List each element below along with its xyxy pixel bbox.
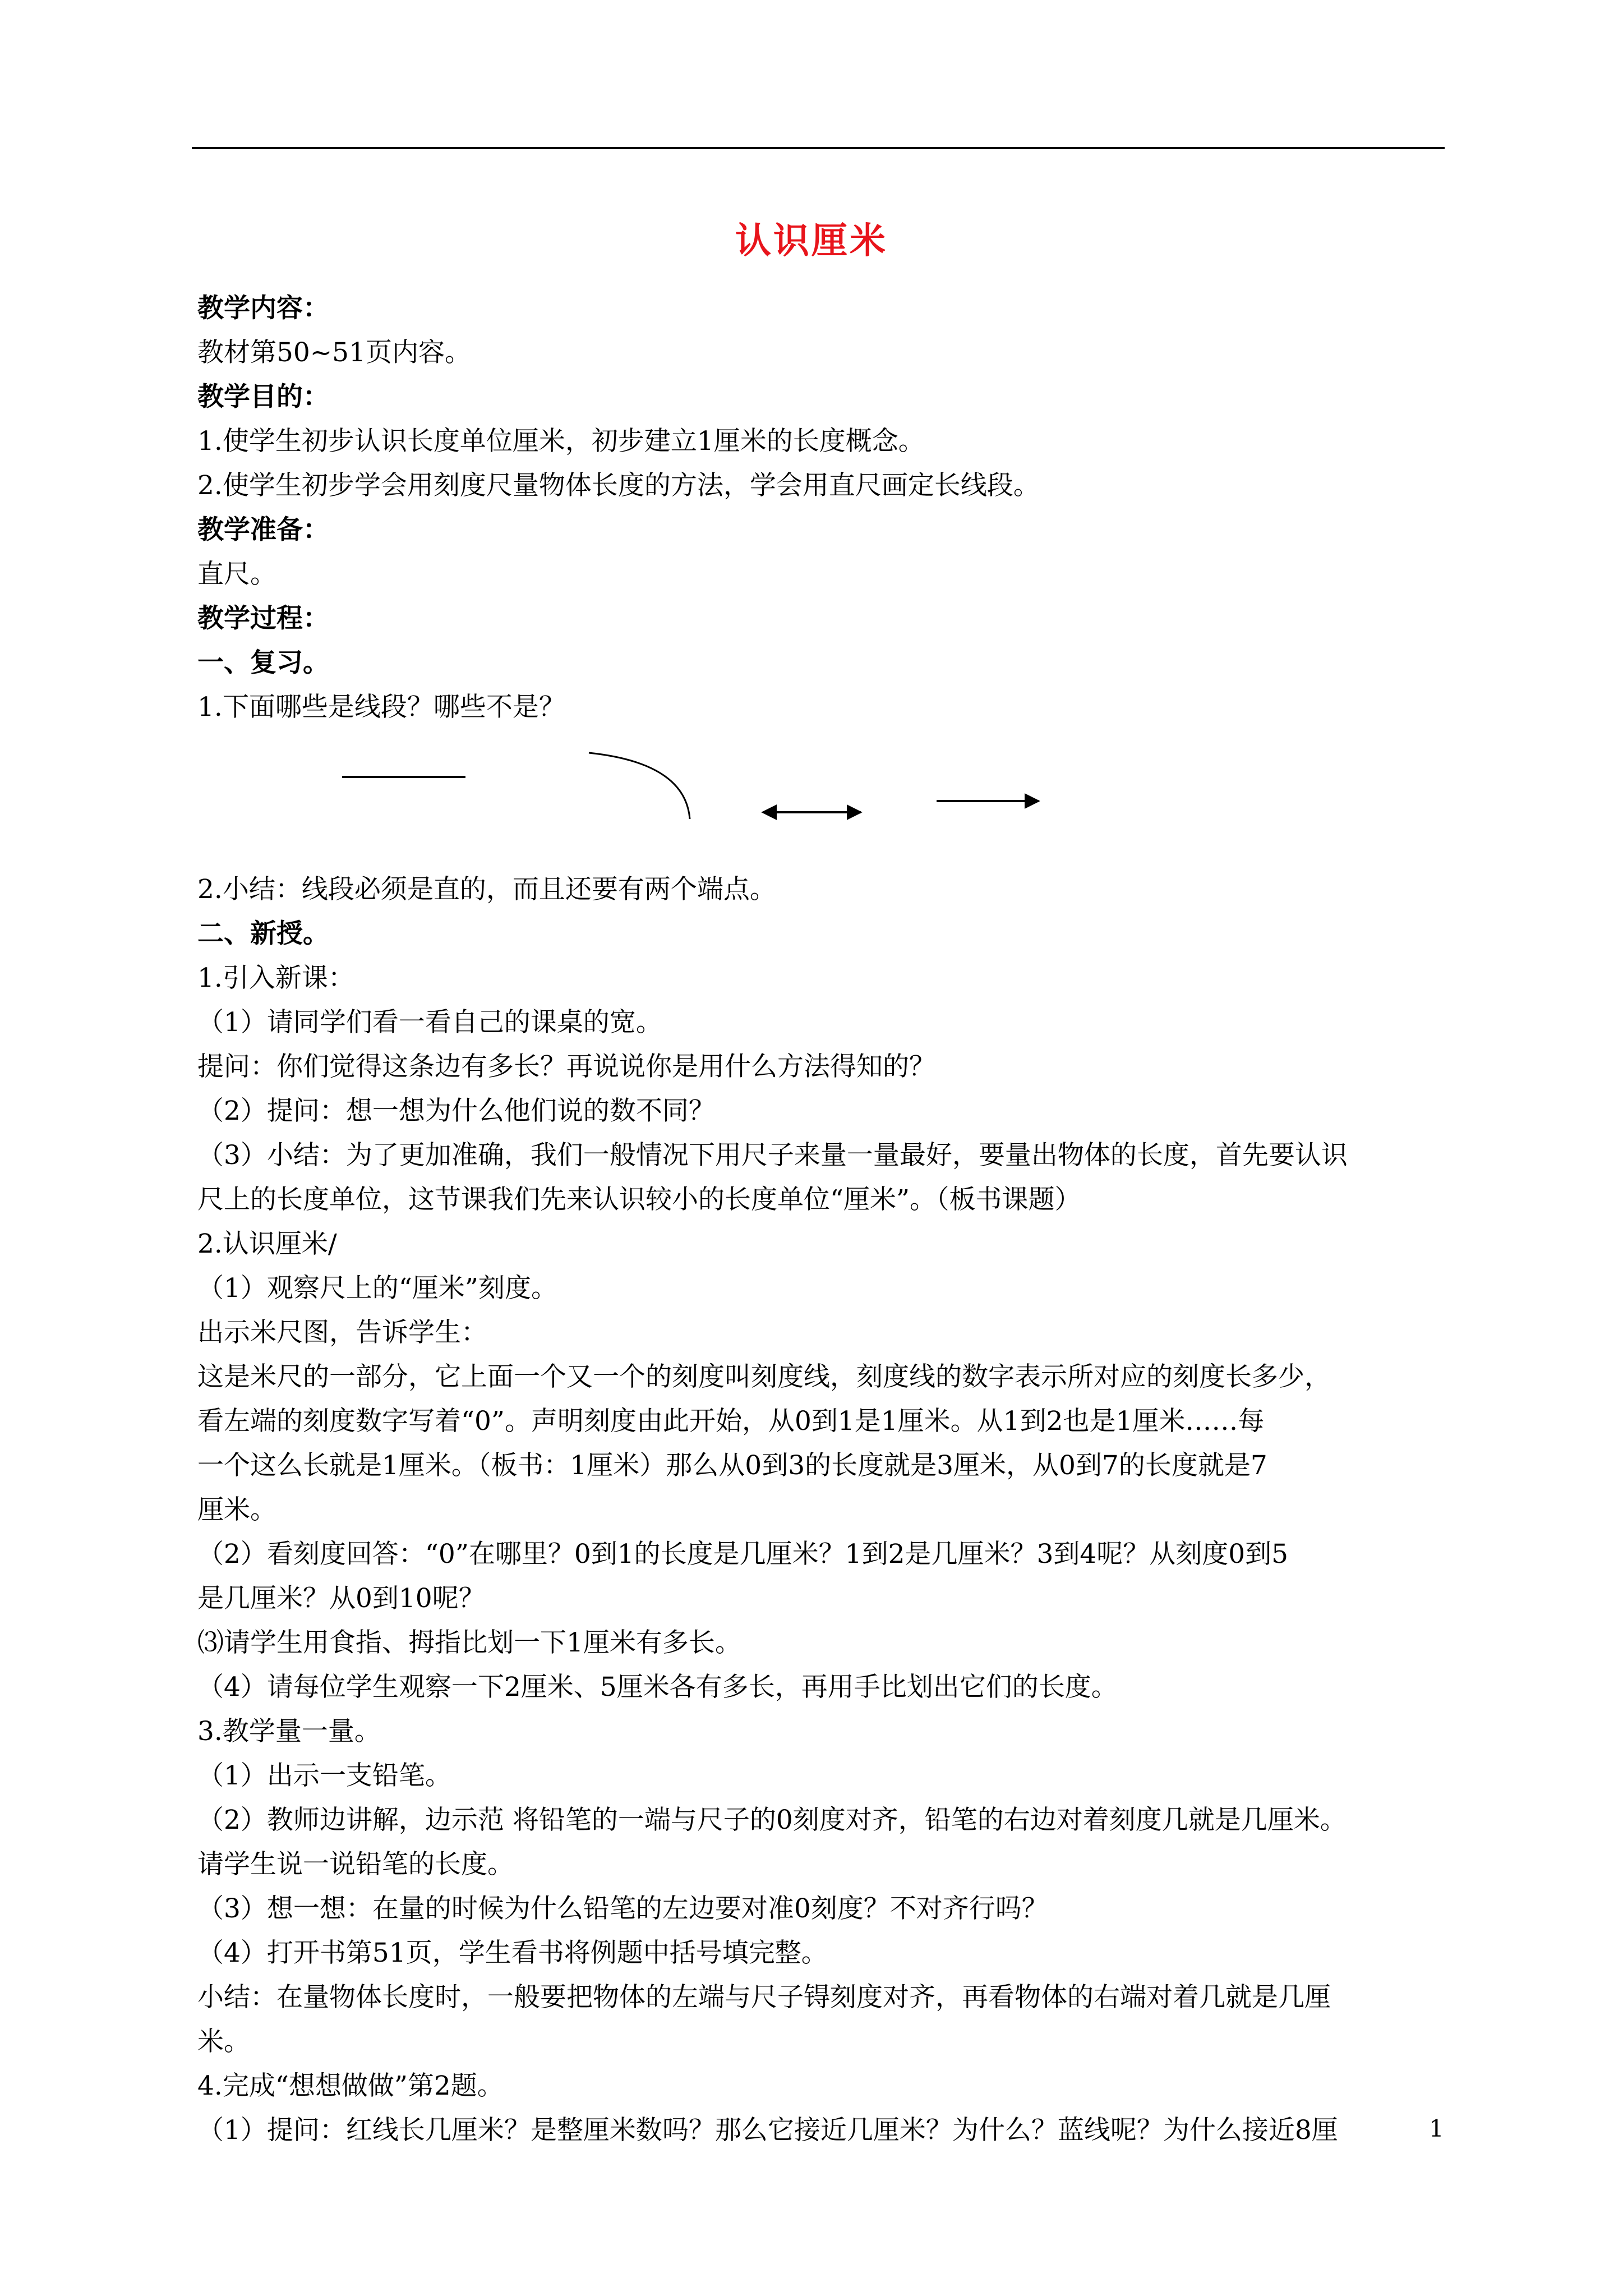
section-heading: 教学准备： [197, 514, 329, 545]
paragraph-line: 2.认识厘米/ [197, 1228, 337, 1259]
paragraph-line: 米。 [197, 2026, 250, 2057]
paragraph-line: 小结：在量物体长度时，一般要把物体的左端与尺子锝刻度对齐，再看物体的右端对着几就是几厘 [197, 1982, 1331, 2013]
section-heading: 教学内容： [197, 293, 329, 324]
paragraph-line: 一个这么长就是1厘米。（板书：1厘米）那么从0到3的长度就是3厘米，从0到7的长度就是7 [197, 1450, 1267, 1481]
paragraph-line: 1.使学生初步认识长度单位厘米，初步建立1厘米的长度概念。 [197, 426, 925, 457]
paragraph-line: 1.下面哪些是线段？哪些不是？ [197, 692, 565, 723]
lines-after-figure [197, 867, 1445, 2152]
paragraph-line: 3.教学量一量。 [197, 1716, 381, 1747]
header-rule [192, 147, 1445, 149]
document-title: 认识厘米 [735, 220, 888, 262]
paragraph-line: 4.完成“想想做做”第2题。 [197, 2070, 504, 2101]
paragraph-line: （2）教师边讲解，边示范 将铅笔的一端与尺子的0刻度对齐，铅笔的右边对着刻度几就是几厘米。 [197, 1805, 1347, 1835]
section-heading: 教学目的： [197, 381, 329, 412]
paragraph-line: （1）观察尺上的“厘米”刻度。 [197, 1273, 557, 1304]
page-number: 1 [1429, 2115, 1444, 2142]
paragraph-line: 教材第50~51页内容。 [197, 337, 471, 368]
paragraph-line: 2.小结：线段必须是直的，而且还要有两个端点。 [197, 874, 776, 905]
paragraph-line: （2）看刻度回答：“0”在哪里？0到1的长度是几厘米？1到2是几厘米？3到4呢？从刻度0到5 [197, 1539, 1289, 1570]
paragraph-line: 看左端的刻度数字写着“0”。声明刻度由此开始，从0到1是1厘米。从1到2也是1厘米……每 [197, 1406, 1265, 1437]
paragraph-line: 提问：你们觉得这条边有多长？再说说你是用什么方法得知的？ [197, 1051, 935, 1082]
paragraph-line: ⑶请学生用食指、拇指比划一下1厘米有多长。 [197, 1627, 741, 1658]
paragraph-line: 这是米尺的一部分，它上面一个又一个的刻度叫刻度线，刻度线的数字表示所对应的刻度长多少， [197, 1361, 1331, 1392]
paragraph-line: 2.使学生初步学会用刻度尺量物体长度的方法，学会用直尺画定长线段。 [197, 470, 1040, 501]
lines-before-figure [197, 286, 1445, 729]
paragraph-line: 1.引入新课： [197, 963, 354, 993]
line-segment-figure [197, 729, 1445, 867]
paragraph-line: 厘米。 [197, 1494, 276, 1525]
section-heading: 一、复习。 [197, 647, 329, 678]
paragraph-line: 尺上的长度单位，这节课我们先来认识较小的长度单位“厘米”。（板书课题） [197, 1184, 1081, 1215]
paragraph-line: 出示米尺图，告诉学生： [197, 1317, 487, 1348]
paragraph-line: （2）提问：想一想为什么他们说的数不同？ [197, 1096, 715, 1126]
paragraph-line: （3）小结：为了更加准确，我们一般情况下用尺子来量一量最好，要量出物体的长度，首先要认识 [197, 1140, 1348, 1171]
paragraph-line: （3）想一想：在量的时候为什么铅笔的左边要对准0刻度？不对齐行吗？ [197, 1893, 1048, 1924]
paragraph-line: （4）请每位学生观察一下2厘米、5厘米各有多长，再用手比划出它们的长度。 [197, 1672, 1118, 1703]
document-body [197, 286, 1445, 2152]
line-figures-svg [197, 729, 1445, 867]
paragraph-line: （1）提问：红线长几厘米？是整厘米数吗？那么它接近几厘米？为什么？蓝线呢？为什么接近8厘 [197, 2115, 1338, 2146]
paragraph-line: 请学生说一说铅笔的长度。 [197, 1849, 514, 1880]
figure-curve [589, 753, 690, 819]
paragraph-line: （4）打开书第51页，学生看书将例题中括号填完整。 [197, 1938, 828, 1968]
paragraph-line: 是几厘米？从0到10呢？ [197, 1583, 485, 1614]
paragraph-line: （1）出示一支铅笔。 [197, 1760, 451, 1791]
paragraph-line: （1）请同学们看一看自己的课桌的宽。 [197, 1007, 662, 1038]
section-heading: 二、新授。 [197, 918, 329, 949]
paragraph-line: 直尺。 [197, 559, 276, 590]
section-heading: 教学过程： [197, 603, 329, 634]
